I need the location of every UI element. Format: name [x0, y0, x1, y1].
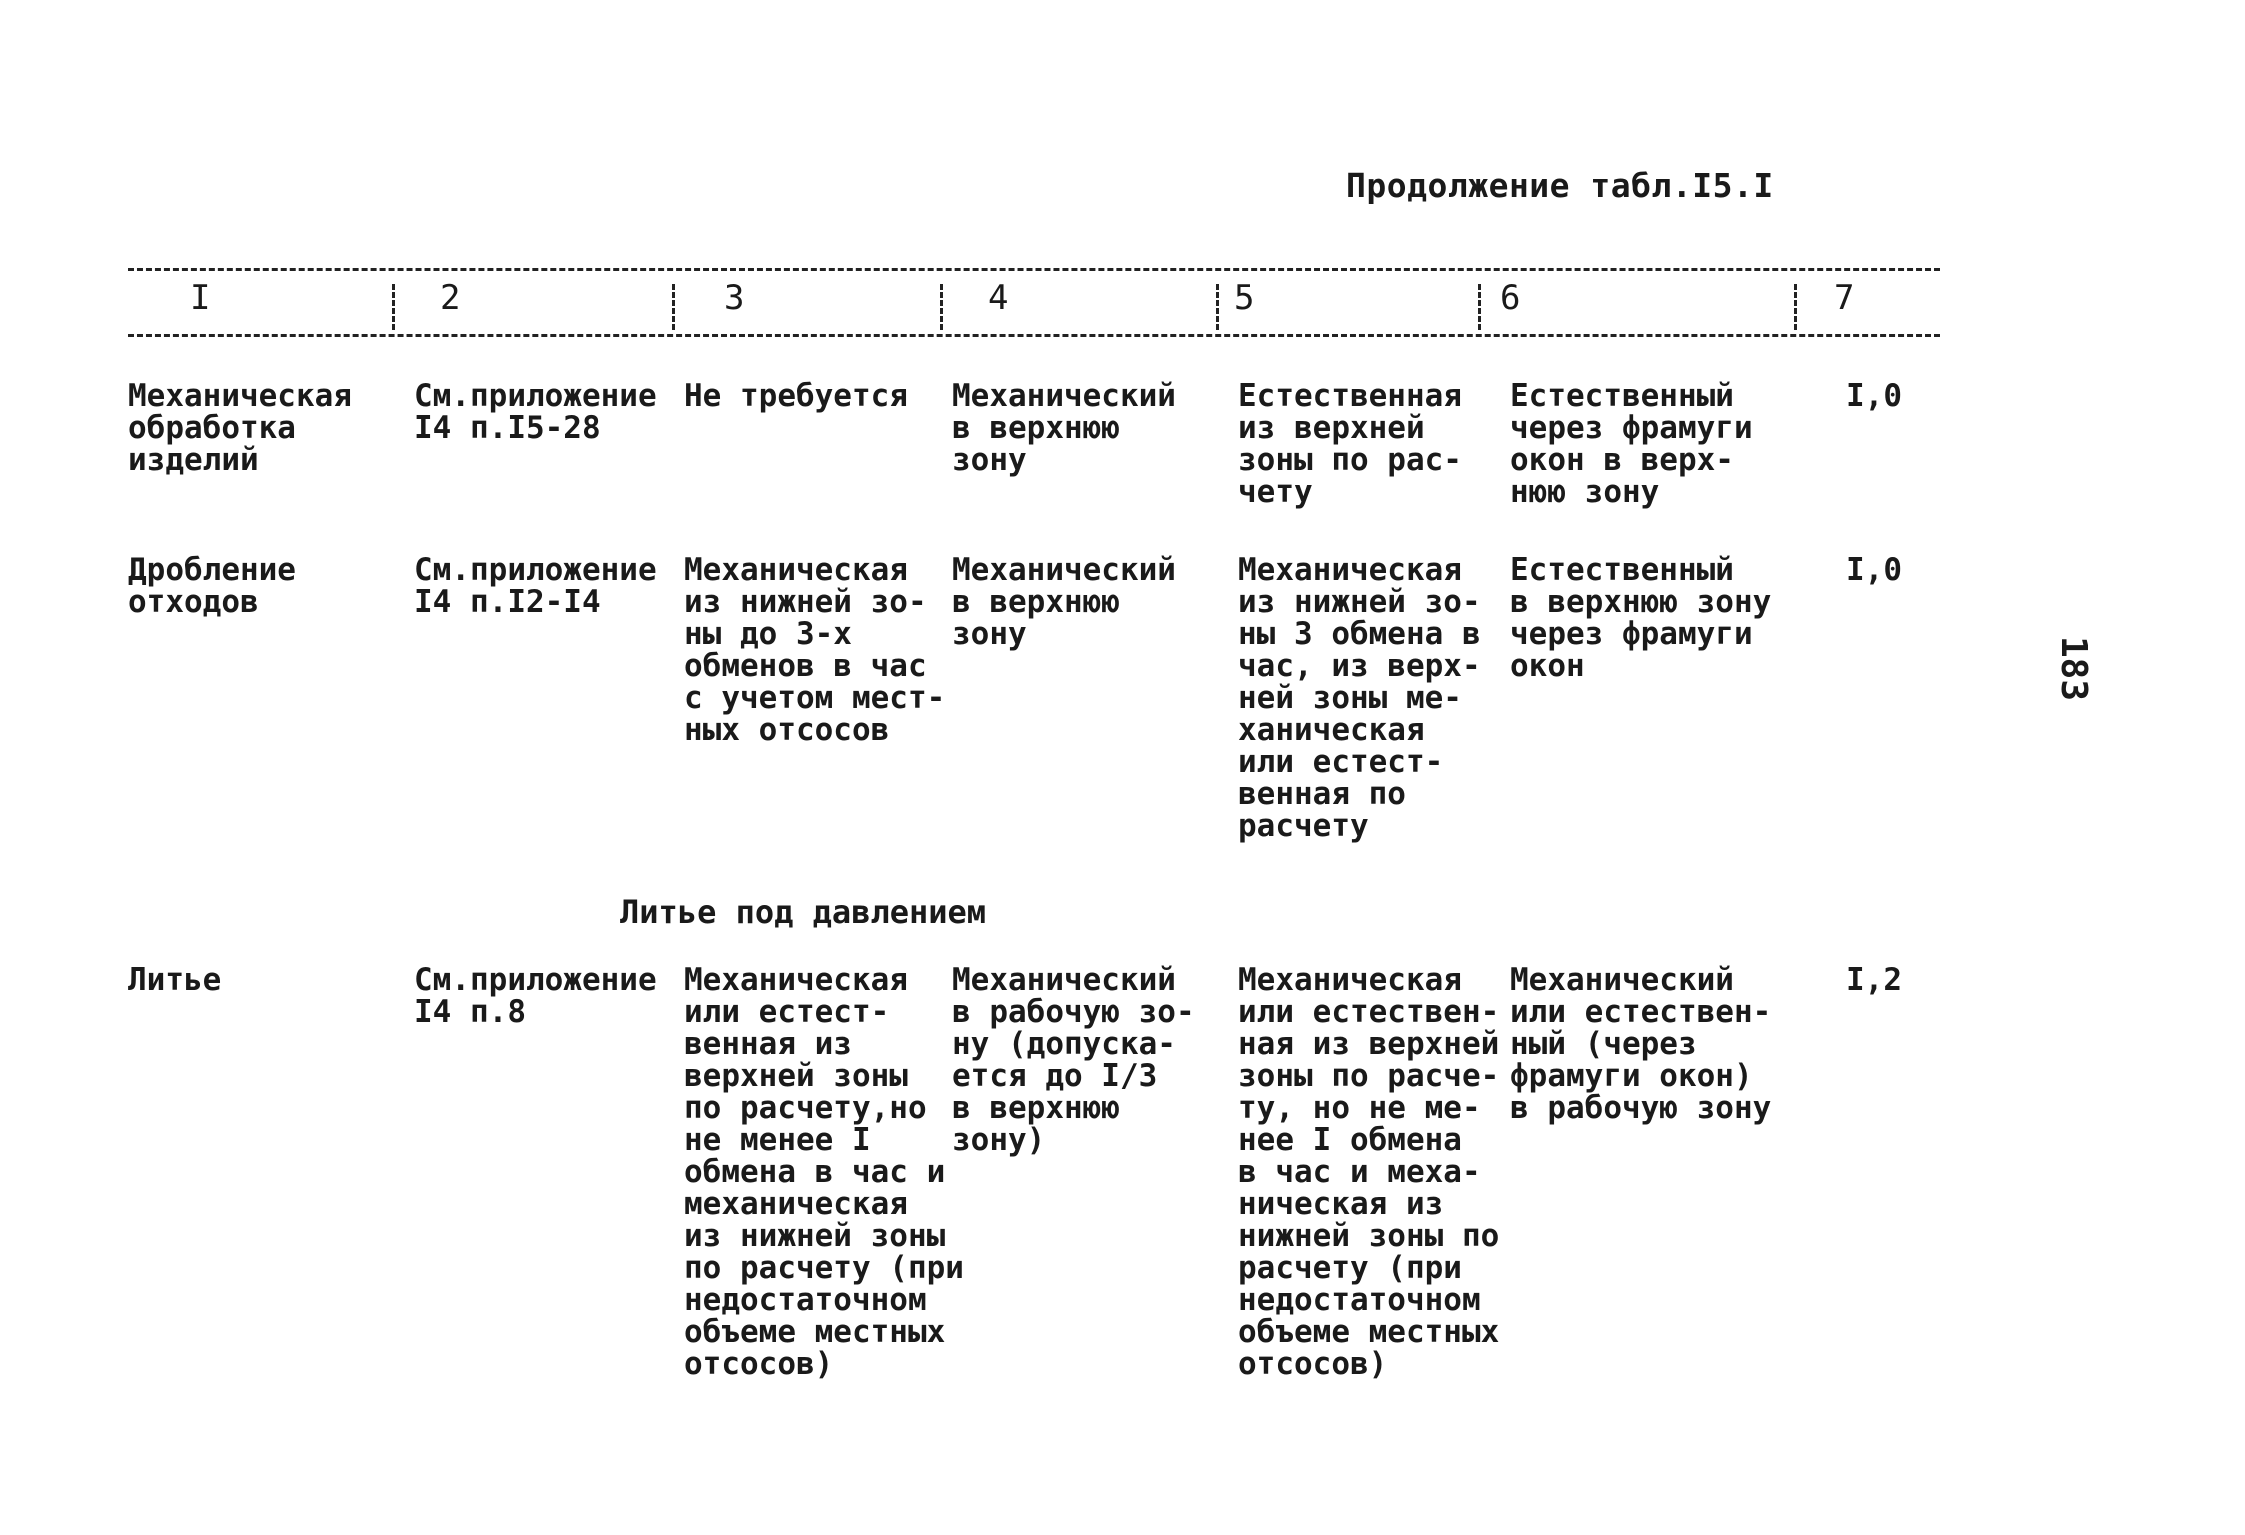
- column-separator: [1216, 284, 1219, 330]
- row2-col6-cell: Естественный в верхнюю зону через фрамуги окон: [1510, 552, 1772, 684]
- header-top-rule: [128, 268, 1940, 271]
- row2-col5-cell: Механическая из нижней зо- ны 3 обмена в час, из верх- ней зоны ме- ханическая или естест- венная по расчету: [1238, 552, 1481, 844]
- row3-process-cell: Литье: [128, 962, 222, 998]
- section-title: Литье под давлением: [620, 893, 987, 931]
- column-separator: [1478, 284, 1481, 330]
- column-number-6: 6: [1500, 278, 1521, 318]
- row2-process-cell: Дробление отходов: [128, 552, 296, 620]
- row3-col3-cell: Механическая или естест- венная из верхней зоны по расчету,но не менее I обмена в час и механическая из нижней зоны по расчету (при недостаточном объеме местных отсосов): [684, 962, 964, 1382]
- row1-col6-cell: Естественный через фрамуги окон в верх- нюю зону: [1510, 378, 1753, 510]
- table-continuation-caption: Продолжение табл.I5.I: [1346, 166, 1774, 205]
- row1-col4-cell: Механический в верхнюю зону: [952, 378, 1176, 478]
- column-number-1: I: [190, 278, 211, 318]
- row2-coefficient-cell: I,0: [1846, 552, 1902, 588]
- row3-col5-cell: Механическая или естествен- ная из верхней зоны по расче- ту, но не ме- нее I обмена в час и меха- ническая из нижней зоны по расчету (при недостаточном объеме местных отсосов): [1238, 962, 1500, 1382]
- column-separator: [940, 284, 943, 330]
- row1-process-cell: Механическая обработка изделий: [128, 378, 352, 478]
- row3-col4-cell: Механический в рабочую зо- ну (допуска- ется до I/3 в верхнюю зону): [952, 962, 1195, 1158]
- row1-coefficient-cell: I,0: [1846, 378, 1902, 414]
- column-separator: [1794, 284, 1797, 330]
- column-number-7: 7: [1834, 278, 1855, 318]
- column-separator: [672, 284, 675, 330]
- header-bottom-rule: [128, 334, 1940, 337]
- column-number-4: 4: [988, 278, 1009, 318]
- row3-coefficient-cell: I,2: [1846, 962, 1902, 998]
- column-number-2: 2: [440, 278, 461, 318]
- row1-col5-cell: Естественная из верхней зоны по рас- чету: [1238, 378, 1462, 510]
- row1-col3-cell: Не требуется: [684, 378, 908, 414]
- row3-reference-cell: См.приложение I4 п.8: [414, 962, 657, 1030]
- page-number: 183: [2053, 636, 2094, 702]
- column-number-3: 3: [724, 278, 745, 318]
- column-separator: [392, 284, 395, 330]
- row1-reference-cell: См.приложение I4 п.I5-28: [414, 378, 657, 446]
- row2-col3-cell: Механическая из нижней зо- ны до 3-х обменов в час с учетом мест- ных отсосов: [684, 552, 946, 748]
- row2-col4-cell: Механический в верхнюю зону: [952, 552, 1176, 652]
- row3-col6-cell: Механический или естествен- ный (через фрамуги окон) в рабочую зону: [1510, 962, 1772, 1126]
- column-number-5: 5: [1234, 278, 1255, 318]
- row2-reference-cell: См.приложение I4 п.I2-I4: [414, 552, 657, 620]
